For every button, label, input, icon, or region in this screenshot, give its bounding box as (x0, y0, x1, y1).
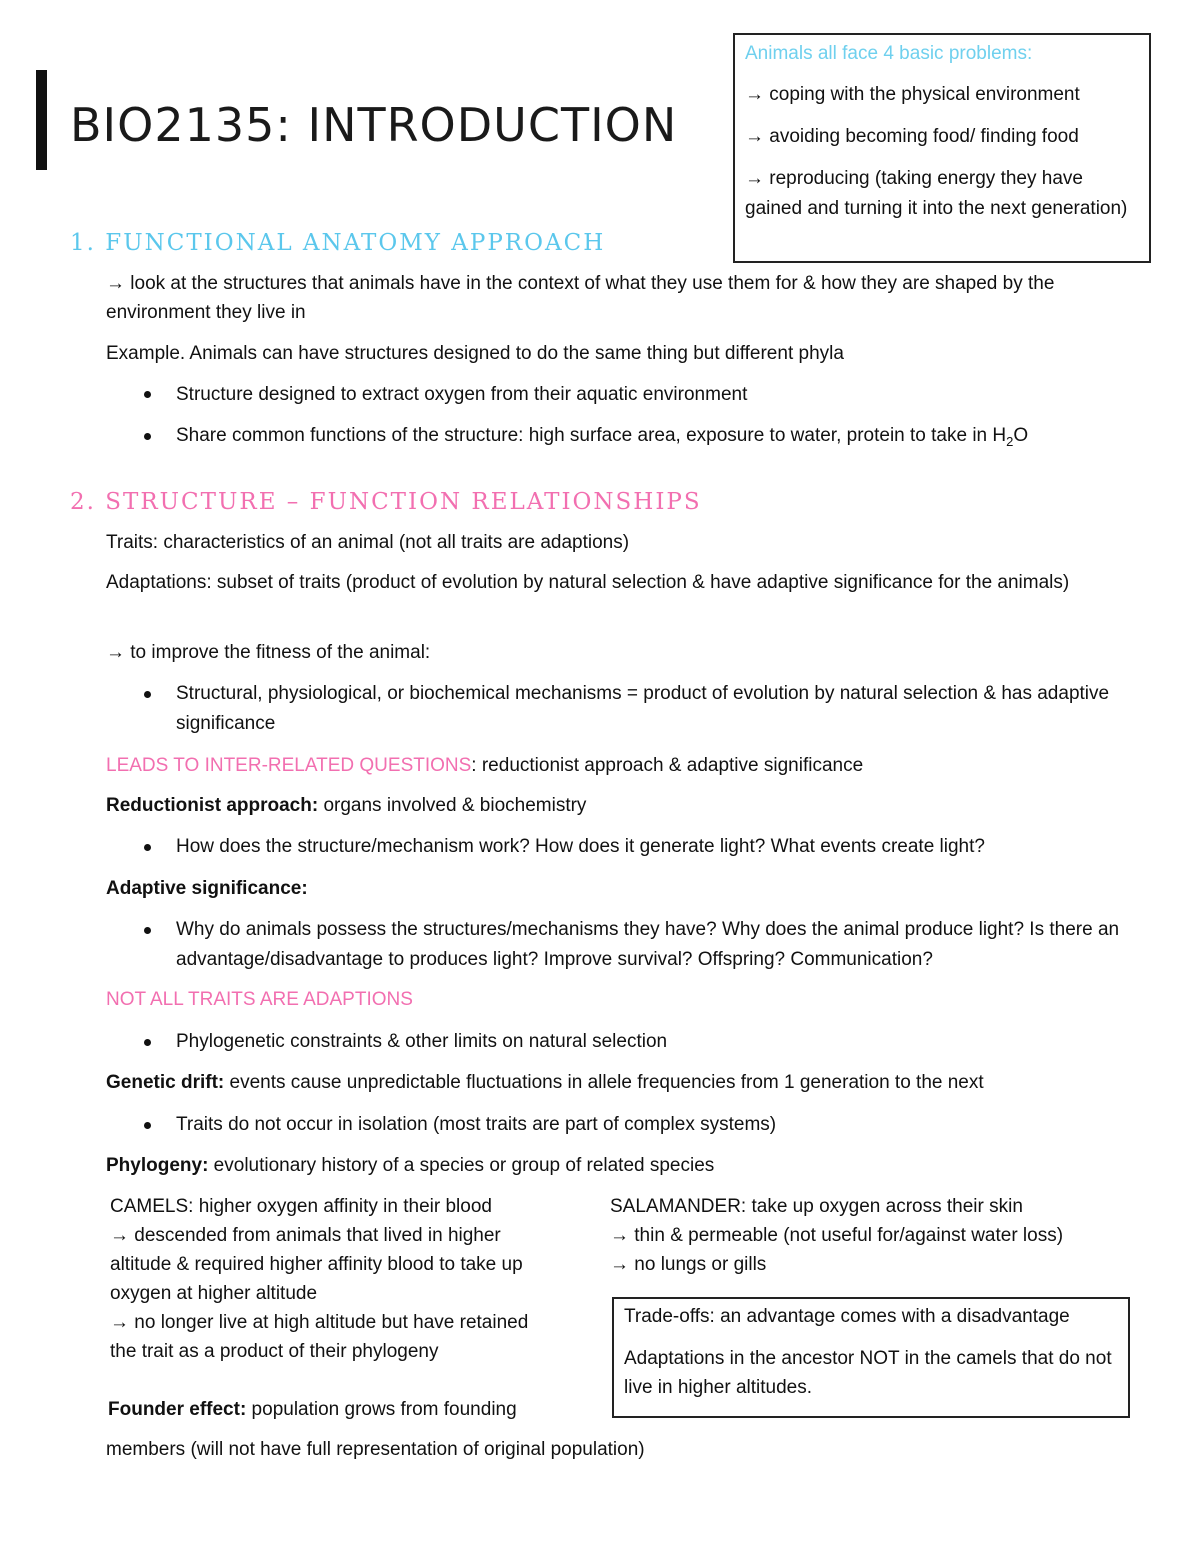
camels-column (110, 1192, 528, 1366)
subscript: 2 (1006, 433, 1014, 449)
camels-line: oxygen at higher altitude (110, 1283, 318, 1304)
bullet-icon (144, 1039, 151, 1046)
improve-fitness: → to improve the fitness of the animal: (106, 642, 431, 663)
camels-line: → descended from animals that lived in higher (110, 1225, 501, 1246)
problem-item: → reproducing (taking energy they have gained and turning it into the next generation) (745, 168, 1128, 219)
reductionist-approach (106, 791, 1131, 820)
not-all-traits-note: NOT ALL TRAITS ARE ADAPTIONS (106, 989, 413, 1010)
leads-label: LEADS TO INTER-RELATED QUESTIONS (106, 755, 472, 776)
founder-rest: population grows from founding (246, 1399, 517, 1420)
camels-line: the trait as a product of their phylogeny (110, 1341, 439, 1362)
bullet-text: Structural, physiological, or biochemical mechanisms = product of evolution by natural selection & has adaptive significance (176, 683, 1110, 734)
traits-definition: Traits: characteristics of an animal (not all traits are adaptions) (106, 532, 630, 553)
phylogeny-label: Phylogeny: (106, 1155, 209, 1176)
bullet-icon (144, 1122, 151, 1129)
bullet-text: Traits do not occur in isolation (most traits are part of complex systems) (176, 1114, 777, 1135)
drift-rest: events cause unpredictable fluctuations in allele frequencies from 1 generation to the next (224, 1072, 984, 1093)
bullet-icon (144, 844, 151, 851)
camels-line: → no longer live at high altitude but have retained (110, 1312, 529, 1333)
section-heading-structure-function: 2. STRUCTURE – FUNCTION RELATIONSHIPS (70, 489, 702, 515)
problems-box (733, 33, 1151, 263)
section1-example: Example. Animals can have structures designed to do the same thing but different phyla (106, 343, 844, 364)
problem-item: → avoiding becoming food/ finding food (745, 126, 1079, 147)
bullet-text-end: O (1013, 425, 1029, 446)
tradeoffs-definition: Trade-offs: an advantage comes with a disadvantage (624, 1306, 1070, 1327)
salamander-line: → no lungs or gills (610, 1254, 767, 1275)
adaptations-definition: Adaptations: subset of traits (product of evolution by natural selection & have adaptive significance for the animals) (106, 572, 1070, 593)
bullet-text: Structure designed to extract oxygen from their aquatic environment (176, 384, 748, 405)
founder-effect (108, 1395, 517, 1424)
phylogeny-rest: evolutionary history of a species or group of related species (208, 1155, 715, 1176)
page-title: BIO2135: INTRODUCTION (70, 98, 678, 152)
bullet-text: Why do animals possess the structures/mechanisms they have? Why does the animal produce light? Is there an advantage/disadvantage to produces light? Improve survival? Offspring? Communication? (176, 919, 1120, 970)
reductionist-rest: organs involved & biochemistry (318, 795, 587, 816)
leads-to-questions (106, 751, 1131, 780)
leads-rest: : reductionist approach & adaptive significance (471, 755, 864, 776)
reductionist-label: Reductionist approach: (106, 795, 319, 816)
problem-item: → coping with the physical environment (745, 84, 1080, 105)
salamander-line: SALAMANDER: take up oxygen across their skin (610, 1196, 1023, 1217)
salamander-line: → thin & permeable (not useful for/against water loss) (610, 1225, 1064, 1246)
title-accent-bar (36, 70, 47, 170)
adaptive-label: Adaptive significance: (106, 878, 308, 899)
bullet-text-main: Share common functions of the structure: high surface area, exposure to water, protein to take in H (176, 425, 1007, 446)
bullet-text (176, 421, 1136, 457)
adaptive-significance (106, 874, 1131, 903)
founder-label: Founder effect: (108, 1399, 247, 1420)
bullet-icon (144, 927, 151, 934)
section-heading-functional-anatomy: 1. FUNCTIONAL ANATOMY APPROACH (70, 230, 606, 256)
genetic-drift (106, 1068, 1131, 1097)
salamander-column (610, 1192, 1063, 1279)
camels-line: altitude & required higher affinity blood to take up (110, 1254, 523, 1275)
bullet-text: Phylogenetic constraints & other limits on natural selection (176, 1031, 668, 1052)
tradeoffs-note: Adaptations in the ancestor NOT in the camels that do not live in higher altitudes. (624, 1348, 1112, 1398)
bullet-icon (144, 433, 151, 440)
bullet-icon (144, 691, 151, 698)
bullet-icon (144, 391, 151, 398)
phylogeny-definition (106, 1151, 1131, 1180)
problems-heading: Animals all face 4 basic problems: (745, 43, 1033, 64)
drift-label: Genetic drift: (106, 1072, 225, 1093)
camels-line: CAMELS: higher oxygen affinity in their blood (110, 1196, 492, 1217)
bullet-text: How does the structure/mechanism work? How does it generate light? What events create light? (176, 836, 985, 857)
founder-effect-continuation: members (will not have full representation of original population) (106, 1439, 645, 1460)
section1-intro: → look at the structures that animals have in the context of what they use them for & how they are shaped by the environment they live in (106, 273, 1055, 323)
